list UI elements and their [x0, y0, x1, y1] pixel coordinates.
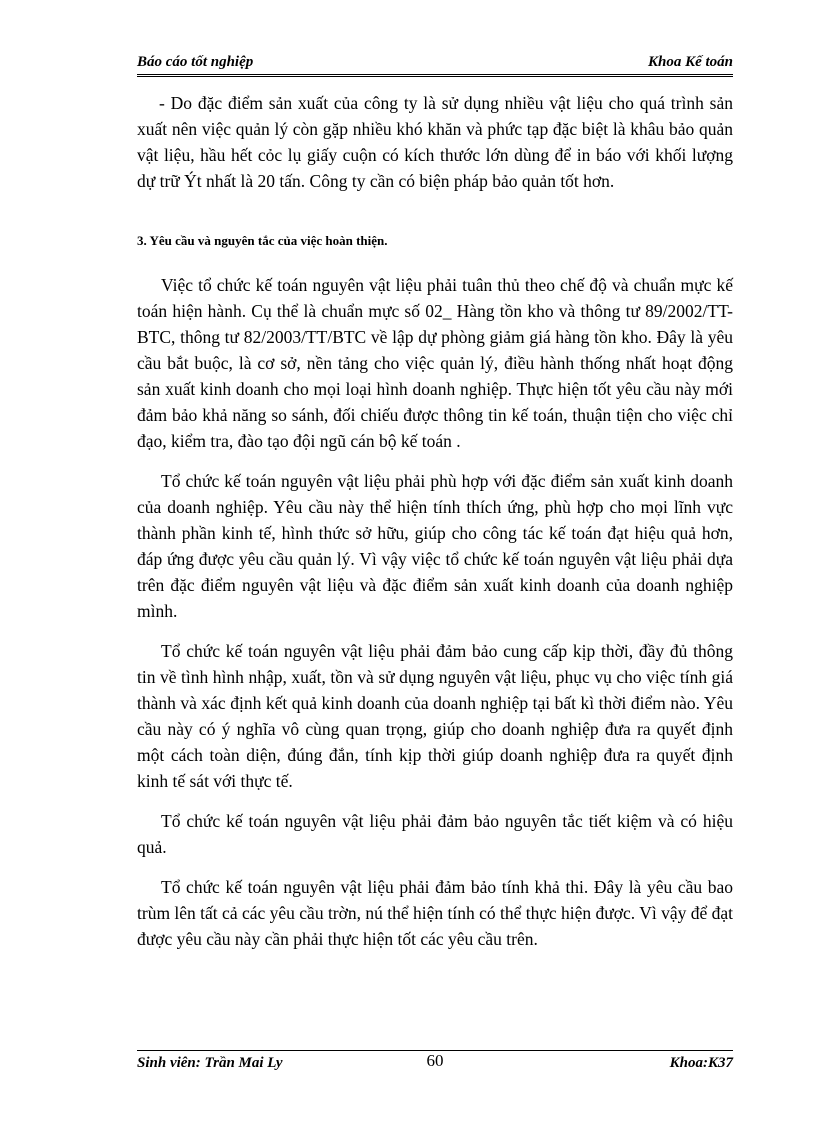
- footer-class: Khoa:K37: [669, 1055, 733, 1071]
- body-paragraph: Tổ chức kế toán nguyên vật liệu phải đảm bảo tính khả thi. Đây là yêu cầu bao trùm lên tất cả các yêu cầu trờn, nú thể hiện tính có thể thực hiện được. Vì vậy để đạt được yêu cầu này cần phải thực hiện tốt các yêu cầu trên.: [137, 877, 733, 949]
- header-report-title: Báo cáo tốt nghiệp: [137, 54, 254, 70]
- footer-student-name: Sinh viên: Trần Mai Ly: [137, 1055, 283, 1071]
- page-footer: [137, 1050, 733, 1081]
- body-paragraph: Tổ chức kế toán nguyên vật liệu phải đảm bảo cung cấp kịp thời, đầy đủ thông tin về tình hình nhập, xuất, tồn và sử dụng nguyên vật liệu, phục vụ cho việc tính giá thành và xác định kết quả kinh doanh của doanh nghiệp tại bất kì thời điểm nào. Yêu cầu này có ý nghĩa vô cùng quan trọng, giúp cho doanh nghiệp đưa ra quyết định một cách toàn diện, đúng đắn, tính kịp thời giúp doanh nghiệp đưa ra quyết định kinh tế sát với thực tế.: [137, 641, 733, 791]
- page-header: [137, 50, 733, 77]
- body-paragraph: Tổ chức kế toán nguyên vật liệu phải phù hợp với đặc điểm sản xuất kinh doanh của doanh nghiệp. Yêu cầu này thể hiện tính thích ứng, phù hợp cho mọi lĩnh vực thành phần kinh tế, hình thức sở hữu, giúp cho công tác kế toán đạt hiệu quả hơn, đáp ứng được yêu cầu quản lý. Vì vậy việc tổ chức kế toán nguyên vật liệu phải dựa trên đặc điểm nguyên vật liệu và đặc điểm sản xuất kinh doanh của doanh nghiệp mình.: [137, 471, 733, 621]
- body-paragraph: Việc tổ chức kế toán nguyên vật liệu phải tuân thủ theo chế độ và chuẩn mực kế toán hiện hành. Cụ thể là chuẩn mực số 02_ Hàng tồn kho và thông tư 89/2002/TT-BTC, thông tư 82/2003/TT/BTC về lập dự phòng giảm giá hàng tồn kho. Đây là yêu cầu bắt buộc, là cơ sở, nền tảng cho việc quản lý, điều hành thống nhất hoạt động sản xuất kinh doanh cho mọi loại hình doanh nghiệp. Thực hiện tốt yêu cầu này mới đảm bảo khả năng so sánh, đối chiếu được thông tin kế toán, thuận tiện cho việc chỉ đạo, kiểm tra, đào tạo đội ngũ cán bộ kế toán .: [137, 275, 733, 451]
- body-paragraph: Tổ chức kế toán nguyên vật liệu phải đảm bảo nguyên tắc tiết kiệm và có hiệu quả.: [137, 811, 733, 857]
- section-heading: 3. Yêu cầu và nguyên tắc của việc hoàn thiện.: [137, 233, 388, 248]
- header-faculty: Khoa Kế toán: [647, 54, 733, 70]
- page-body: [137, 90, 733, 966]
- bullet-paragraph: - Do đặc điểm sản xuất của công ty là sử dụng nhiều vật liệu cho quá trình sản xuất nên việc quản lý còn gặp nhiều khó khăn và phức tạp đặc biệt là khâu bảo quản vật liệu, hầu hết cỏc lụ giấy cuộn có kích thước lớn dùng để in báo với khối lượng dự trữ Ýt nhất là 20 tấn. Công ty cần có biện pháp bảo quản tốt hơn.: [137, 93, 733, 191]
- page-number: 60: [426, 1051, 444, 1070]
